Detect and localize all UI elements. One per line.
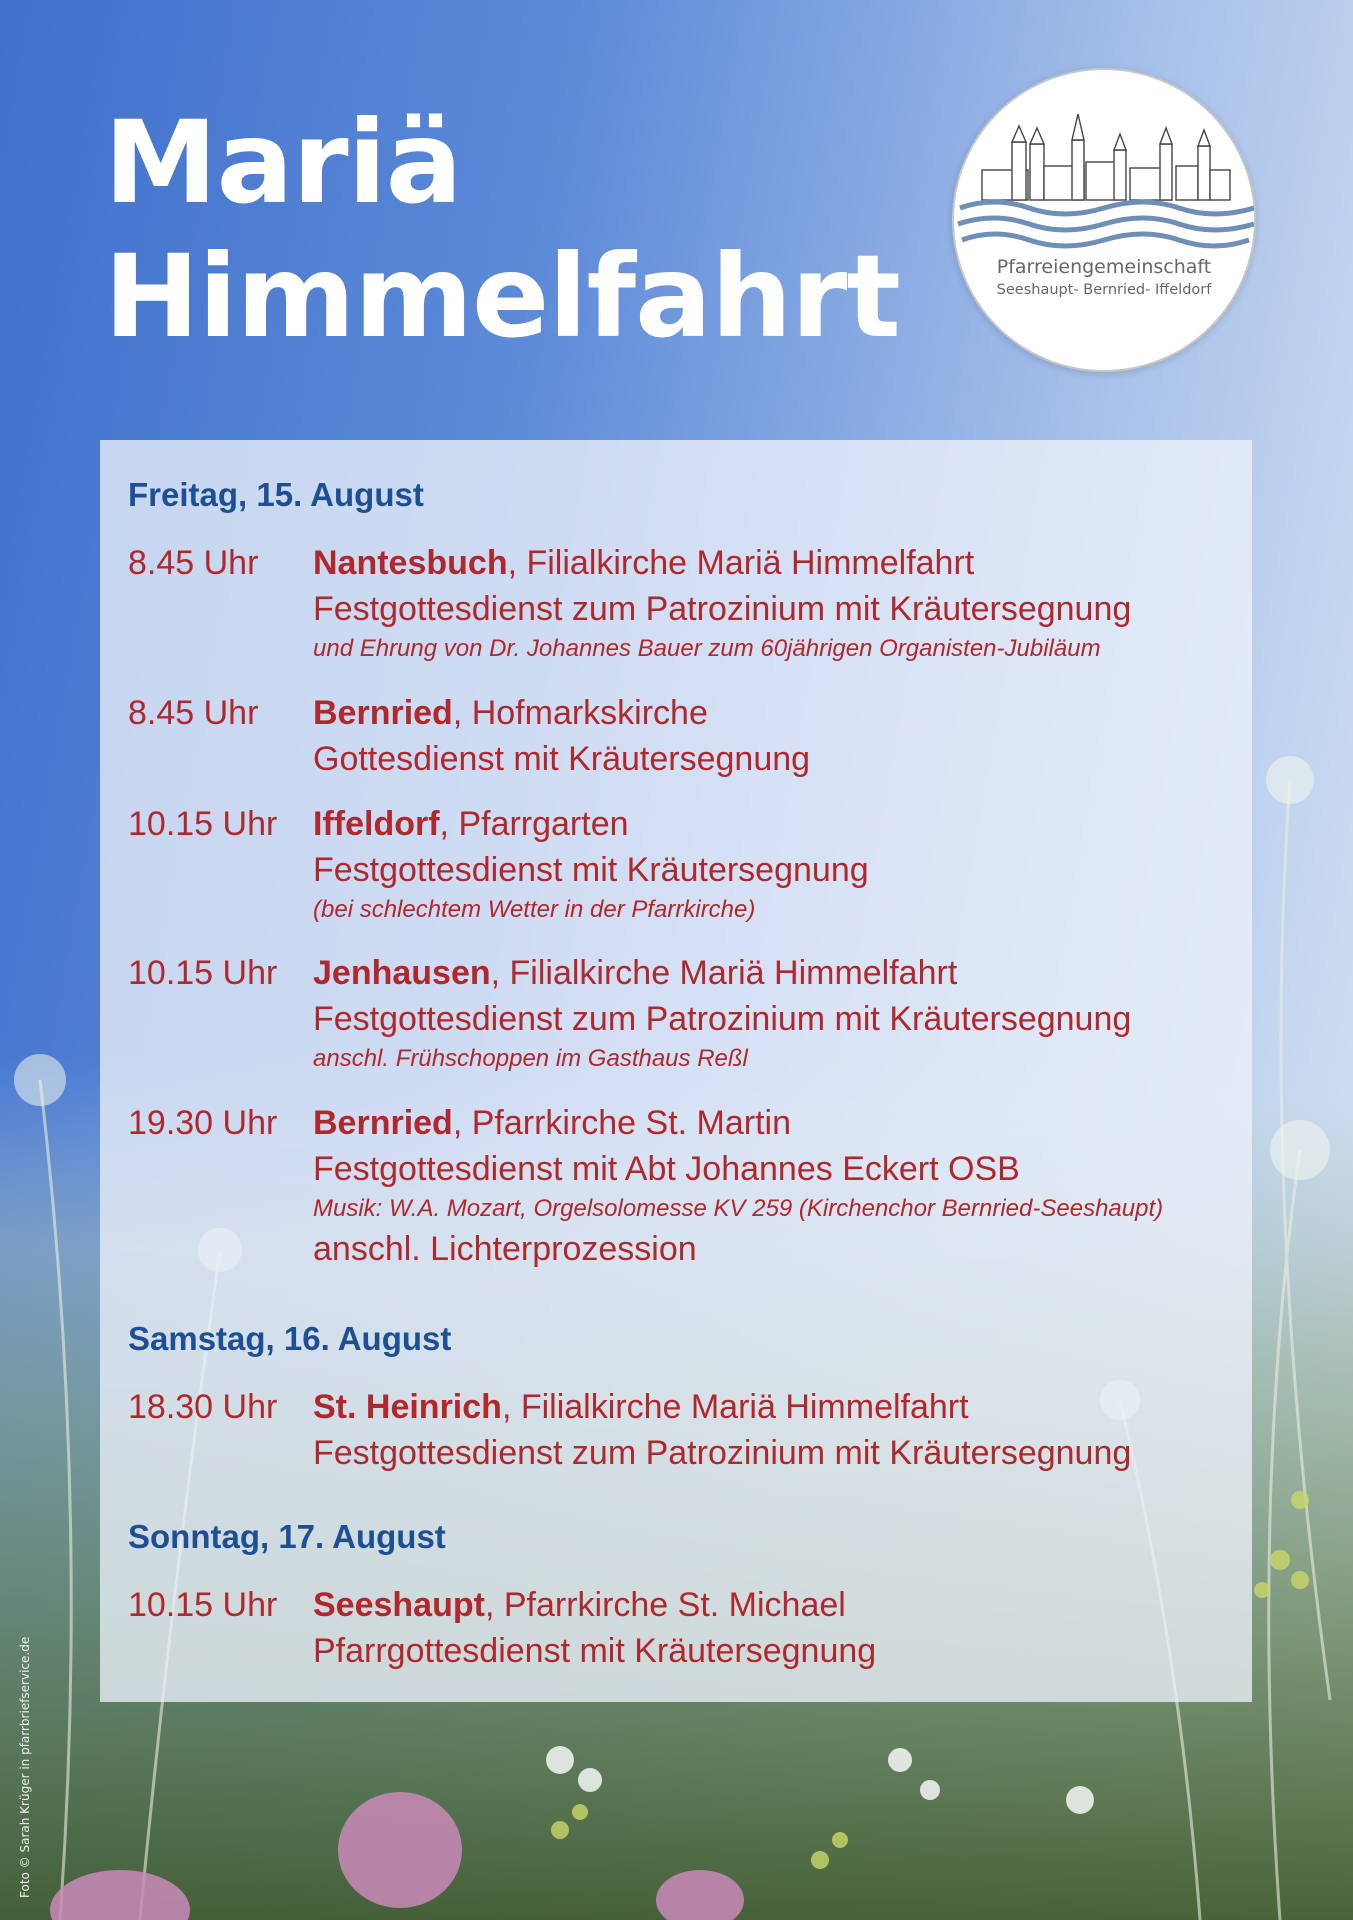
entry-note: anschl. Frühschoppen im Gasthaus Reßl (313, 1045, 748, 1072)
entry-note: Musik: W.A. Mozart, Orgelsolomesse KV 259 (Kirchenchor Bernried-Seeshaupt) (313, 1195, 1164, 1222)
entry-place: Nantesbuch (313, 544, 508, 582)
entry-location-line (313, 1384, 1238, 1430)
church-skyline-icon (954, 70, 1254, 370)
title-line-1: Mariä (104, 96, 462, 229)
entry-service: Festgottesdienst zum Patrozinium mit Kräutersegnung (313, 1434, 1132, 1472)
entry-location-line (313, 1100, 1238, 1146)
entry-time: 10.15 Uhr (128, 954, 278, 992)
entry-service: Festgottesdienst zum Patrozinium mit Kräutersegnung (313, 590, 1132, 628)
entry-location-line (313, 540, 1238, 586)
entry-place: Seeshaupt (313, 1586, 485, 1624)
entry-location: , Filialkirche Mariä Himmelfahrt (490, 954, 958, 992)
entry-place: Iffeldorf (313, 805, 440, 843)
day-heading: Samstag, 16. August (128, 1320, 452, 1357)
schedule-panel (100, 440, 1252, 1702)
entry-service: Festgottesdienst mit Kräutersegnung (313, 851, 869, 889)
entry-time: 10.15 Uhr (128, 805, 278, 843)
entry-time: 10.15 Uhr (128, 1586, 278, 1624)
entry-time: 8.45 Uhr (128, 694, 259, 732)
day-heading: Sonntag, 17. August (128, 1518, 446, 1555)
entry-location: , Filialkirche Mariä Himmelfahrt (501, 1388, 969, 1426)
entry-location-line (313, 801, 1238, 847)
day-heading: Freitag, 15. August (128, 476, 424, 513)
entry-location: , Hofmarkskirche (452, 694, 708, 732)
entry-note: (bei schlechtem Wetter in der Pfarrkirche) (313, 896, 756, 923)
entry-extra: anschl. Lichterprozession (313, 1230, 697, 1268)
photo-credit: Foto © Sarah Krüger in pfarrbriefservice.de (18, 1636, 32, 1898)
entry-location-line (313, 690, 1238, 736)
logo-subtitle: Seeshaupt- Bernried- Iffeldorf (996, 282, 1212, 298)
entry-location-line (313, 950, 1238, 996)
entry-place: St. Heinrich (313, 1388, 502, 1426)
page-title (104, 96, 900, 364)
entry-place: Bernried (313, 1104, 453, 1142)
title-line-2: Himmelfahrt (104, 230, 900, 363)
entry-service: Pfarrgottesdienst mit Kräutersegnung (313, 1632, 877, 1670)
entry-location-line (313, 1582, 1238, 1628)
entry-place: Jenhausen (313, 954, 491, 992)
entry-service: Festgottesdienst zum Patrozinium mit Kräutersegnung (313, 1000, 1132, 1038)
entry-time: 8.45 Uhr (128, 544, 259, 582)
entry-location: , Pfarrkirche St. Michael (484, 1586, 846, 1624)
entry-location: , Pfarrgarten (439, 805, 629, 843)
entry-service: Gottesdienst mit Kräutersegnung (313, 740, 811, 778)
logo-name: Pfarreiengemeinschaft (996, 256, 1212, 278)
entry-place: Bernried (313, 694, 453, 732)
entry-time: 18.30 Uhr (128, 1388, 278, 1426)
entry-note: und Ehrung von Dr. Johannes Bauer zum 60jährigen Organisten-Jubiläum (313, 635, 1101, 662)
entry-location: , Filialkirche Mariä Himmelfahrt (507, 544, 975, 582)
parish-logo (952, 68, 1256, 372)
entry-service: Festgottesdienst mit Abt Johannes Eckert OSB (313, 1150, 1020, 1188)
entry-time: 19.30 Uhr (128, 1104, 278, 1142)
entry-location: , Pfarrkirche St. Martin (452, 1104, 792, 1142)
